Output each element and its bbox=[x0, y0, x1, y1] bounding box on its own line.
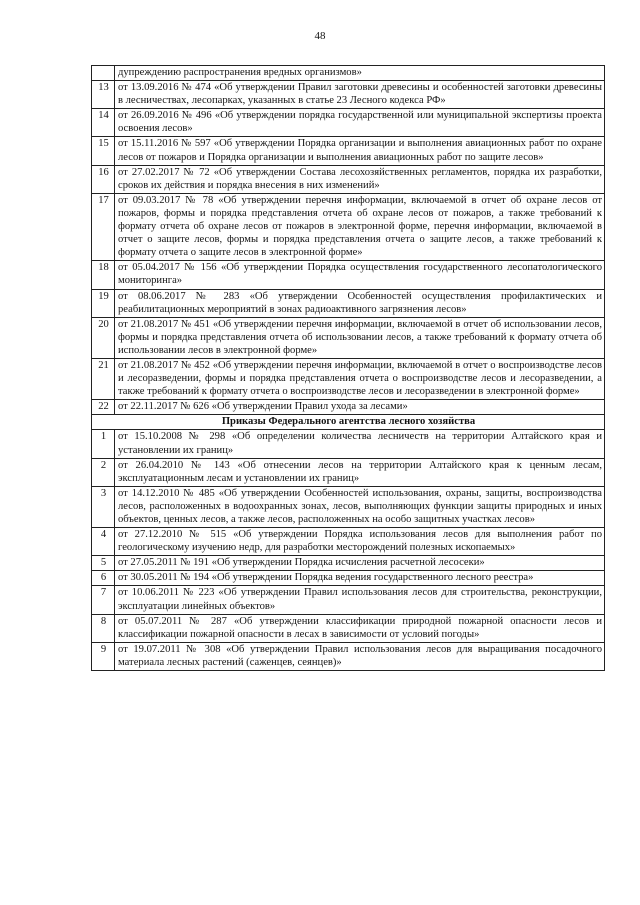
table-row bbox=[92, 289, 605, 317]
row-number: 8 bbox=[92, 614, 115, 642]
table-row bbox=[92, 614, 605, 642]
row-text: от 27.12.2010 № 515 «Об утверждении Порядка использования лесов для выполнения работ по геологическому изучению недр, для разработки месторождений полезных ископаемых» bbox=[115, 528, 605, 556]
table-row bbox=[92, 430, 605, 458]
row-number bbox=[92, 66, 115, 81]
table-row bbox=[92, 400, 605, 415]
row-number: 20 bbox=[92, 317, 115, 358]
row-text: от 27.02.2017 № 72 «Об утверждении Состава лесохозяйственных регламентов, порядка их разработки, сроков их действия и порядка внесения в них изменений» bbox=[115, 165, 605, 193]
table-row bbox=[92, 137, 605, 165]
section-heading-row bbox=[92, 415, 605, 430]
row-text: от 05.04.2017 № 156 «Об утверждении Порядка осуществления государственного лесопатологического мониторинга» bbox=[115, 261, 605, 289]
table-row bbox=[92, 358, 605, 399]
row-text: от 08.06.2017 № 283 «Об утверждении Особенностей осуществления профилактических и реабилитационных мероприятий в зонах радиоактивного загрязнения лесов» bbox=[115, 289, 605, 317]
row-text: от 05.07.2011 № 287 «Об утверждении классификации природной пожарной опасности лесов и классификации пожарной опасности в лесах в зависимости от условий погоды» bbox=[115, 614, 605, 642]
row-number: 2 bbox=[92, 458, 115, 486]
row-text: от 15.11.2016 № 597 «Об утверждении Порядка организации и выполнения авиационных работ по охране лесов от пожаров и Порядка организации и выполнения авиационных работ по защите лесов» bbox=[115, 137, 605, 165]
row-number: 19 bbox=[92, 289, 115, 317]
row-text: от 22.11.2017 № 626 «Об утверждении Правил ухода за лесами» bbox=[115, 400, 605, 415]
table-row bbox=[92, 571, 605, 586]
row-text: от 14.12.2010 № 485 «Об утверждении Особенностей использования, охраны, защиты, воспроизводства лесов, расположенных в водоохранных зонах, лесов, выполняющих функции защиты природных и иных объектов, ценных лесов, а также лесов, расположенных на особо защитных участках лесов» bbox=[115, 486, 605, 527]
row-number: 13 bbox=[92, 81, 115, 109]
table-row bbox=[92, 193, 605, 260]
legal-acts-table bbox=[91, 65, 605, 671]
row-number: 15 bbox=[92, 137, 115, 165]
table-row bbox=[92, 642, 605, 670]
table-row bbox=[92, 528, 605, 556]
row-number: 1 bbox=[92, 430, 115, 458]
table-row bbox=[92, 261, 605, 289]
table-row bbox=[92, 556, 605, 571]
row-number: 17 bbox=[92, 193, 115, 260]
row-number: 9 bbox=[92, 642, 115, 670]
row-text: от 21.08.2017 № 451 «Об утверждении перечня информации, включаемой в отчет об использовании лесов, формы и порядка представления отчета об использовании лесов, а также требований к формату отчета об использовании лесов в электронной форме» bbox=[115, 317, 605, 358]
row-text: от 27.05.2011 № 191 «Об утверждении Порядка исчисления расчетной лесосеки» bbox=[115, 556, 605, 571]
row-text: от 19.07.2011 № 308 «Об утверждении Правил использования лесов для выращивания посадочного материала лесных растений (саженцев, сеянцев)» bbox=[115, 642, 605, 670]
section-heading: Приказы Федерального агентства лесного хозяйства bbox=[92, 415, 605, 430]
row-text: от 30.05.2011 № 194 «Об утверждении Порядка ведения государственного лесного реестра» bbox=[115, 571, 605, 586]
row-number: 5 bbox=[92, 556, 115, 571]
row-number: 18 bbox=[92, 261, 115, 289]
row-number: 4 bbox=[92, 528, 115, 556]
table-row bbox=[92, 66, 605, 81]
row-number: 22 bbox=[92, 400, 115, 415]
page-number: 48 bbox=[314, 30, 326, 42]
table-row bbox=[92, 486, 605, 527]
row-number: 3 bbox=[92, 486, 115, 527]
row-text: от 13.09.2016 № 474 «Об утверждении Правил заготовки древесины и особенностей заготовки древесины в лесничествах, лесопарках, указанных в статье 23 Лесного кодекса РФ» bbox=[115, 81, 605, 109]
row-text: дупреждению распространения вредных организмов» bbox=[115, 66, 605, 81]
row-text: от 21.08.2017 № 452 «Об утверждении перечня информации, включаемой в отчет о воспроизводстве лесов и лесоразведении, формы и порядка представления отчета о воспроизводстве лесов и лесоразведении, а также требований к формату отчета о воспроизводстве лесов и лесоразведении в электронной форме» bbox=[115, 358, 605, 399]
table-row bbox=[92, 586, 605, 614]
row-number: 6 bbox=[92, 571, 115, 586]
table-row bbox=[92, 458, 605, 486]
row-text: от 15.10.2008 № 298 «Об определении количества лесничеств на территории Алтайского края и установлении их границ» bbox=[115, 430, 605, 458]
table-row bbox=[92, 165, 605, 193]
table-row bbox=[92, 109, 605, 137]
row-text: от 26.09.2016 № 496 «Об утверждении порядка государственной или муниципальной экспертизы проекта освоения лесов» bbox=[115, 109, 605, 137]
row-text: от 09.03.2017 № 78 «Об утверждении перечня информации, включаемой в отчет об охране лесов от пожаров, формы и порядка представления отчета об охране лесов от пожаров, а также требований к формату отчета об охране лесов от пожаров в электронной форме, перечня информации, включаемой в отчет о защите лесов, формы и порядка представления отчета о защите лесов, а также требований к формату отчета о защите лесов в электронной форме» bbox=[115, 193, 605, 260]
row-text: от 26.04.2010 № 143 «Об отнесении лесов на территории Алтайского края к ценным лесам, эксплуатационным лесам и установлении их границ» bbox=[115, 458, 605, 486]
row-text: от 10.06.2011 № 223 «Об утверждении Правил использования лесов для строительства, реконструкции, эксплуатации линейных объектов» bbox=[115, 586, 605, 614]
row-number: 16 bbox=[92, 165, 115, 193]
table-row bbox=[92, 81, 605, 109]
row-number: 7 bbox=[92, 586, 115, 614]
row-number: 14 bbox=[92, 109, 115, 137]
table-row bbox=[92, 317, 605, 358]
row-number: 21 bbox=[92, 358, 115, 399]
